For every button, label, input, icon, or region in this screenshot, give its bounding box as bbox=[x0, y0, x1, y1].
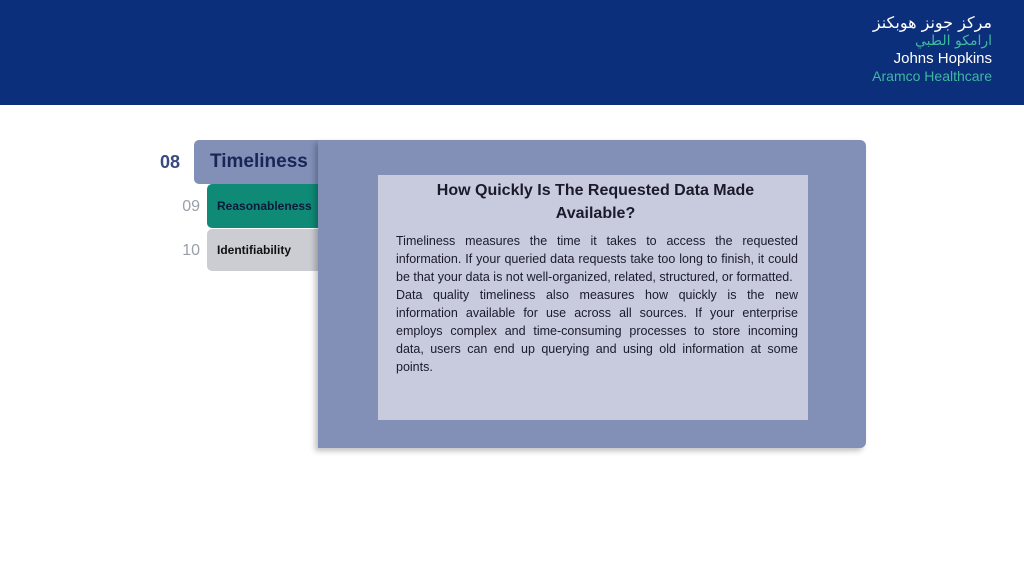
tab-identifiability[interactable] bbox=[207, 229, 327, 271]
tab-reasonableness-label: Reasonableness bbox=[217, 199, 312, 213]
step-number-10: 10 bbox=[182, 242, 200, 259]
content-paragraph-2: Data quality timeliness also measures how quickly is the new information available for use across all sources. If your enterprise employs complex and time-consuming processes to store incoming data, users can end up querying and using old information at some points. bbox=[396, 288, 798, 374]
tab-identifiability-label: Identifiability bbox=[217, 243, 292, 257]
content-paragraph-1: Timeliness measures the time it takes to access the requested information. If your queried data requests take too long to finish, it could be that your data is not well-organized, related, structured, or formatted. bbox=[396, 234, 798, 284]
content-card bbox=[378, 175, 808, 420]
header-bar bbox=[0, 0, 1024, 105]
brand-arabic-line1: مركز جونز هوبكنز bbox=[872, 13, 992, 32]
content-body bbox=[396, 232, 798, 376]
step-number-08: 08 bbox=[159, 152, 180, 172]
content-title: How Quickly Is The Requested Data Made Available? bbox=[436, 182, 755, 222]
tab-timeliness-label: Timeliness bbox=[210, 151, 308, 172]
brand-logo bbox=[822, 14, 992, 85]
tab-reasonableness[interactable] bbox=[207, 184, 327, 228]
brand-arabic-line2: ارامكو الطبي bbox=[915, 33, 992, 49]
brand-english-line2: Aramco Healthcare bbox=[872, 68, 992, 84]
brand-english-line1: Johns Hopkins bbox=[893, 50, 992, 67]
tab-timeliness[interactable] bbox=[194, 140, 334, 184]
step-number-09: 09 bbox=[182, 198, 200, 215]
